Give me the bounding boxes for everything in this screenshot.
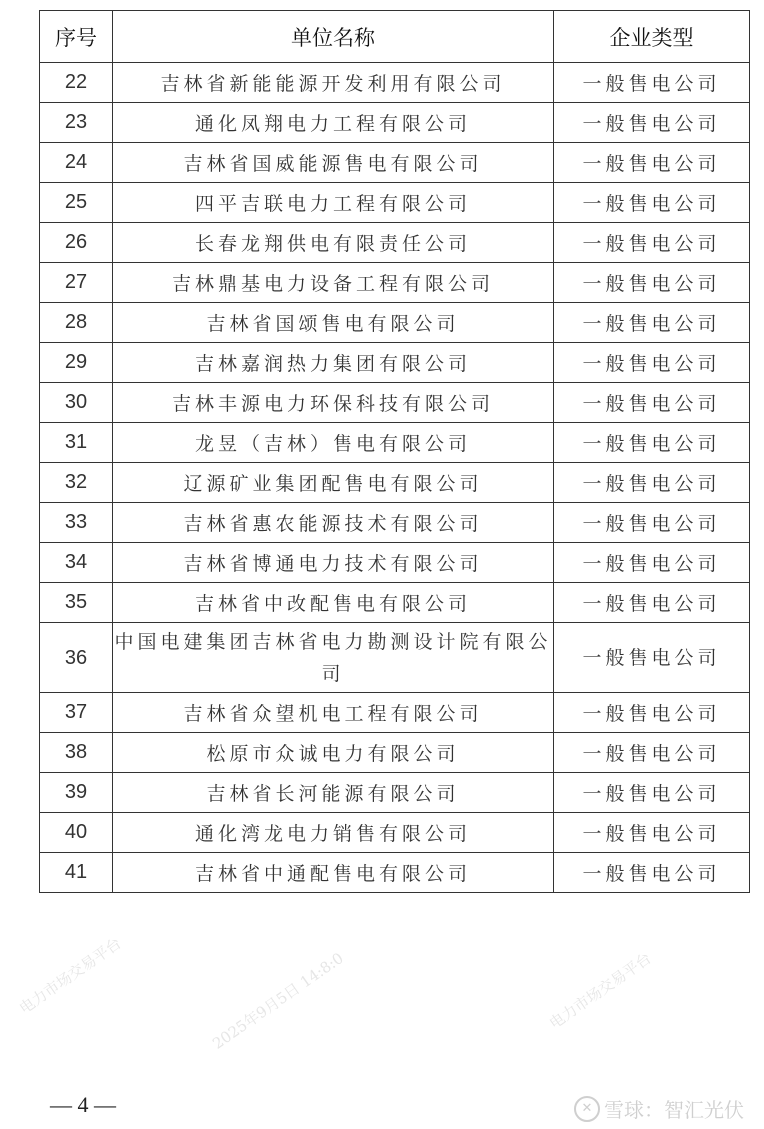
cell-serial: 29 [40, 343, 113, 383]
cell-company-type: 一般售电公司 [554, 263, 750, 303]
cell-serial: 30 [40, 383, 113, 423]
cell-company-name: 龙昱（吉林）售电有限公司 [113, 423, 554, 463]
company-table [39, 10, 750, 893]
cell-company-type: 一般售电公司 [554, 733, 750, 773]
table-row [40, 813, 750, 853]
cell-serial: 28 [40, 303, 113, 343]
cell-company-name: 吉林省惠农能源技术有限公司 [113, 503, 554, 543]
cell-company-type: 一般售电公司 [554, 343, 750, 383]
cell-serial: 41 [40, 853, 113, 893]
table-row [40, 693, 750, 733]
table-row [40, 543, 750, 583]
watermark-platform: 电力市场交易平台 [545, 949, 655, 1033]
cell-company-name: 吉林丰源电力环保科技有限公司 [113, 383, 554, 423]
table-row [40, 303, 750, 343]
cell-serial: 23 [40, 103, 113, 143]
table-row [40, 183, 750, 223]
cell-serial: 40 [40, 813, 113, 853]
cell-company-type: 一般售电公司 [554, 543, 750, 583]
cell-company-name: 吉林省国颂售电有限公司 [113, 303, 554, 343]
cell-company-type: 一般售电公司 [554, 693, 750, 733]
cell-serial: 39 [40, 773, 113, 813]
cell-company-type: 一般售电公司 [554, 813, 750, 853]
table-row [40, 383, 750, 423]
cell-company-type: 一般售电公司 [554, 223, 750, 263]
table-row [40, 63, 750, 103]
cell-serial: 32 [40, 463, 113, 503]
table-row [40, 853, 750, 893]
header-serial: 序号 [40, 11, 113, 63]
cell-serial: 35 [40, 583, 113, 623]
cell-company-name: 吉林省中改配售电有限公司 [113, 583, 554, 623]
cell-company-type: 一般售电公司 [554, 63, 750, 103]
watermark-platform: 电力市场交易平台 [15, 934, 125, 1018]
cell-company-name: 松原市众诚电力有限公司 [113, 733, 554, 773]
cell-serial: 34 [40, 543, 113, 583]
table-row [40, 503, 750, 543]
table-row [40, 103, 750, 143]
cell-serial: 25 [40, 183, 113, 223]
cell-serial: 22 [40, 63, 113, 103]
table-row [40, 773, 750, 813]
cell-company-name: 吉林省国威能源售电有限公司 [113, 143, 554, 183]
cell-company-name: 吉林省长河能源有限公司 [113, 773, 554, 813]
cell-company-name: 通化湾龙电力销售有限公司 [113, 813, 554, 853]
table-row [40, 733, 750, 773]
watermark-date: 2025年9月5日 14:8:0 [209, 948, 347, 1053]
table-row [40, 263, 750, 303]
cell-company-name: 吉林省博通电力技术有限公司 [113, 543, 554, 583]
cell-company-type: 一般售电公司 [554, 853, 750, 893]
header-company-type: 企业类型 [554, 11, 750, 63]
cell-company-type: 一般售电公司 [554, 103, 750, 143]
cell-company-type: 一般售电公司 [554, 303, 750, 343]
cell-company-name: 吉林省中通配售电有限公司 [113, 853, 554, 893]
cell-serial: 37 [40, 693, 113, 733]
cell-company-name: 吉林嘉润热力集团有限公司 [113, 343, 554, 383]
table-row [40, 463, 750, 503]
cell-serial: 36 [40, 623, 113, 693]
cell-company-name: 四平吉联电力工程有限公司 [113, 183, 554, 223]
cell-serial: 27 [40, 263, 113, 303]
cell-company-type: 一般售电公司 [554, 183, 750, 223]
cell-company-type: 一般售电公司 [554, 143, 750, 183]
cell-serial: 33 [40, 503, 113, 543]
cell-company-name: 吉林省新能能源开发利用有限公司 [113, 63, 554, 103]
cell-company-name: 长春龙翔供电有限责任公司 [113, 223, 554, 263]
table-header-row [40, 11, 750, 63]
cell-company-name: 吉林省众望机电工程有限公司 [113, 693, 554, 733]
table-row [40, 423, 750, 463]
table-row [40, 223, 750, 263]
table-row [40, 623, 750, 693]
table-body [40, 63, 750, 893]
cell-company-type: 一般售电公司 [554, 583, 750, 623]
cell-serial: 24 [40, 143, 113, 183]
cell-company-type: 一般售电公司 [554, 773, 750, 813]
cell-company-name: 吉林鼎基电力设备工程有限公司 [113, 263, 554, 303]
header-company-name: 单位名称 [113, 11, 554, 63]
cell-company-type: 一般售电公司 [554, 383, 750, 423]
xueqiu-logo-icon: ✕ [574, 1096, 600, 1122]
cell-company-type: 一般售电公司 [554, 463, 750, 503]
table-row [40, 583, 750, 623]
cell-serial: 38 [40, 733, 113, 773]
cell-company-type: 一般售电公司 [554, 423, 750, 463]
brand-text: 雪球：智汇光伏 [604, 1098, 744, 1122]
cell-company-name: 通化凤翔电力工程有限公司 [113, 103, 554, 143]
cell-company-type: 一般售电公司 [554, 623, 750, 693]
page-number: — 4 — [50, 1092, 116, 1117]
cell-company-name: 中国电建集团吉林省电力勘测设计院有限公司 [113, 623, 554, 693]
cell-serial: 31 [40, 423, 113, 463]
cell-company-name: 辽源矿业集团配售电有限公司 [113, 463, 554, 503]
cell-company-type: 一般售电公司 [554, 503, 750, 543]
brand-watermark [574, 1094, 744, 1123]
table-row [40, 143, 750, 183]
cell-serial: 26 [40, 223, 113, 263]
table-row [40, 343, 750, 383]
